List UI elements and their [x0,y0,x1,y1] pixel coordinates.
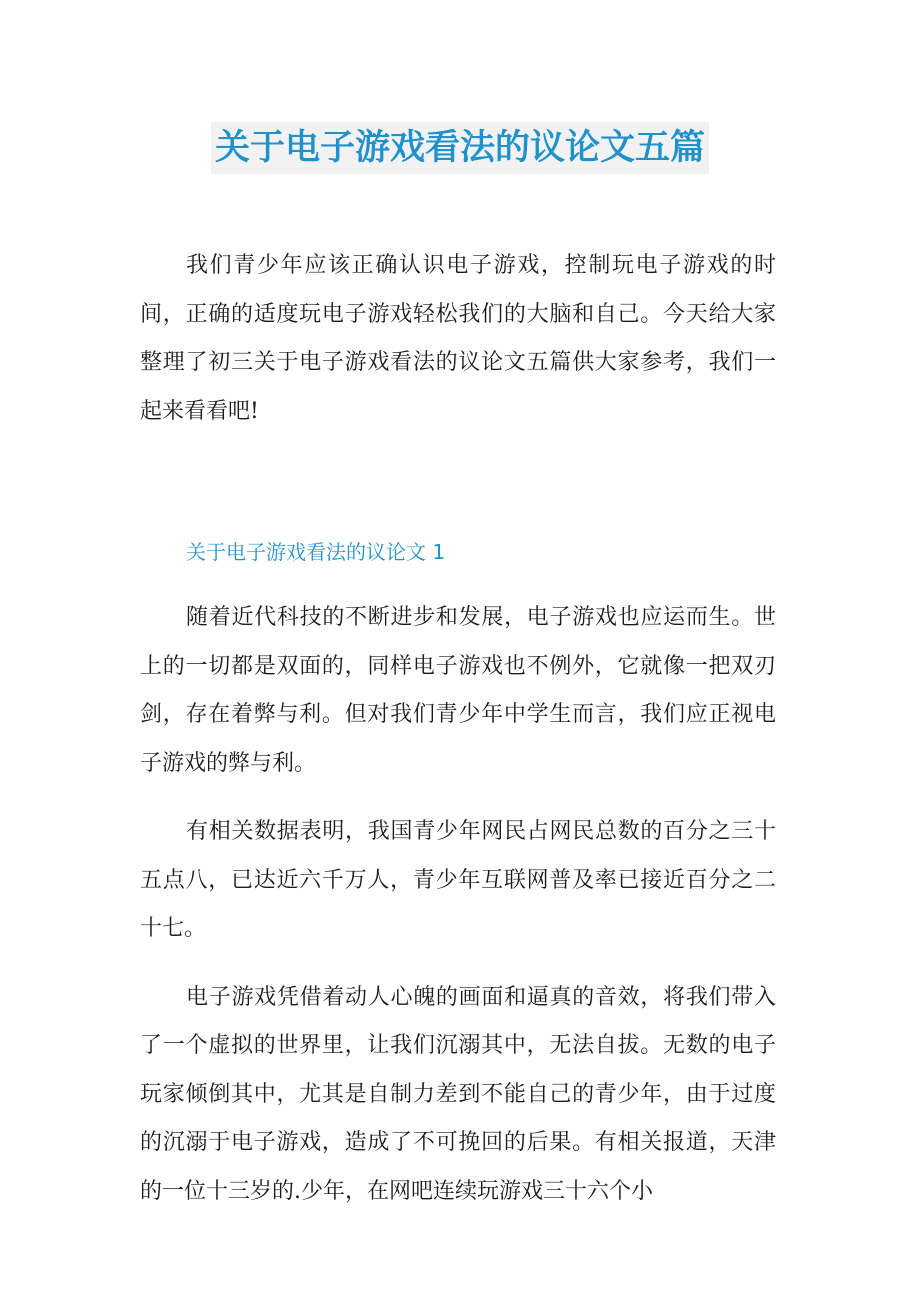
section-heading: 关于电子游戏看法的议论文 1 [186,540,446,564]
body-paragraph-2: 有相关数据表明，我国青少年网民占网民总数的百分之三十五点八，已达近六千万人，青少年互联网普及率已接近百分之二十七。 [140,819,776,941]
document-body [140,242,776,1236]
document-title: 关于电子游戏看法的议论文五篇 [211,122,709,174]
body-paragraph-1: 随着近代科技的不断进步和发展，电子游戏也应运而生。世上的一切都是双面的，同样电子游戏也不例外，它就像一把双刃剑，存在着弊与利。但对我们青少年中学生而言，我们应正视电子游戏的弊与利。 [140,605,776,776]
body-paragraph-3: 电子游戏凭借着动人心魄的画面和逼真的音效，将我们带入了一个虚拟的世界里，让我们沉溺其中，无法自拔。无数的电子玩家倾倒其中，尤其是自制力差到不能自己的青少年，由于过度的沉溺于电子游戏，造成了不可挽回的后果。有相关报道，天津的一位十三岁的.少年，在网吧连续玩游戏三十六个小 [140,984,776,1204]
intro-paragraph: 我们青少年应该正确认识电子游戏，控制玩电子游戏的时间，正确的适度玩电子游戏轻松我们的大脑和自己。今天给大家整理了初三关于电子游戏看法的议论文五篇供大家参考，我们一起来看看吧! [140,253,776,424]
title-container [0,122,920,174]
